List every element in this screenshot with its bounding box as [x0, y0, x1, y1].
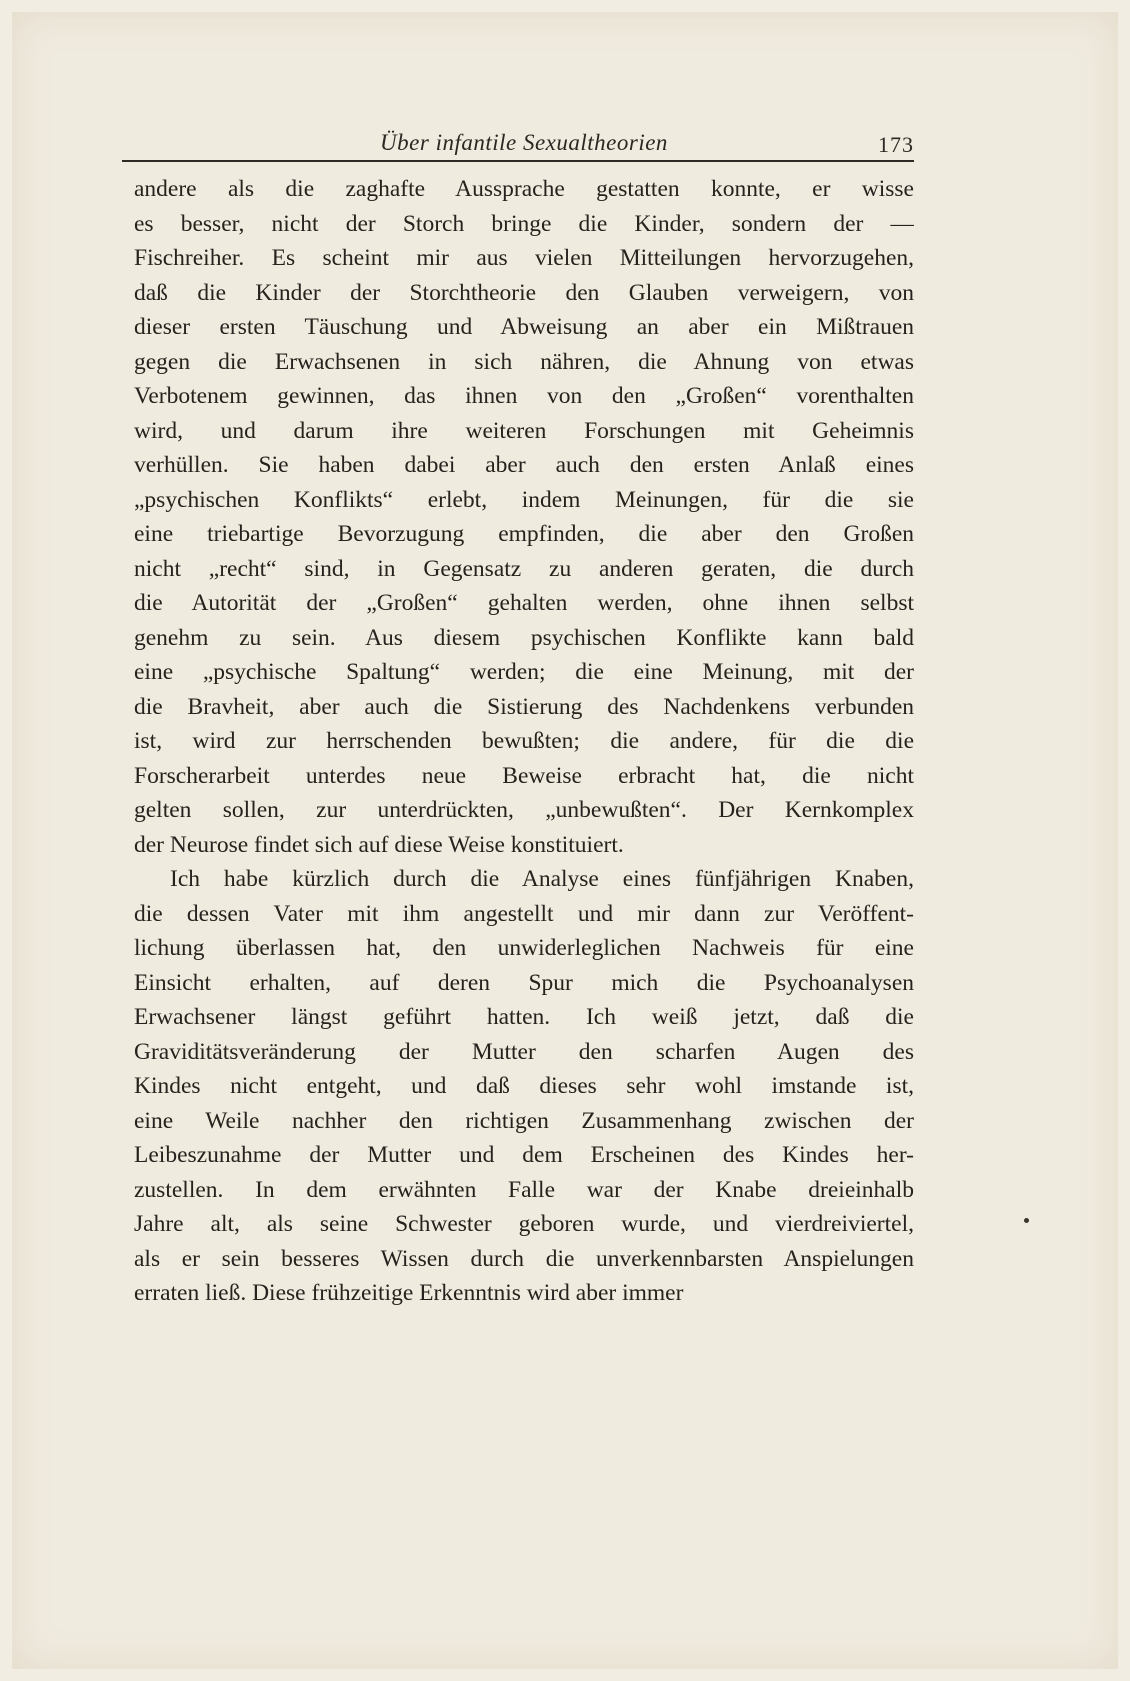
text-line: Fischreiher. Es scheint mir aus vielen Mitteilungen hervorzugehen,	[134, 245, 914, 271]
text-line: lichung überlassen hat, den unwiderleglichen Nachweis für eine	[134, 935, 914, 961]
text-line: Jahre alt, als seine Schwester geboren wurde, und vierdreiviertel,	[134, 1211, 914, 1237]
text-line: als er sein besseres Wissen durch die unverkennbarsten Anspielungen	[134, 1245, 914, 1272]
text-line: eine triebartige Bevorzugung empfinden, die aber den Großen	[134, 521, 914, 547]
margin-speck	[1024, 1218, 1029, 1223]
text-line: erraten ließ. Diese frühzeitige Erkenntnis wird aber immer	[134, 1280, 684, 1306]
text-line: zustellen. In dem erwähnten Falle war der Knabe dreieinhalb	[134, 1176, 914, 1203]
text-line: ist, wird zur herrschenden bewußten; die andere, für die die	[134, 728, 914, 754]
text-line: Kindes nicht entgeht, und daß dieses sehr wohl imstande ist,	[134, 1073, 914, 1099]
text-line: eine Weile nachher den richtigen Zusammenhang zwischen der	[134, 1107, 914, 1134]
paragraph	[134, 862, 914, 1311]
text-line: „psychischen Konflikts“ erlebt, indem Meinungen, für die sie	[134, 486, 914, 513]
text-line: der Neurose findet sich auf diese Weise konstituiert.	[134, 831, 624, 858]
text-line: genehm zu sein. Aus diesem psychischen Konflikte kann bald	[134, 624, 914, 651]
body-text	[134, 172, 914, 1311]
text-line: die Autorität der „Großen“ gehalten werden, ohne ihnen selbst	[134, 590, 914, 616]
running-header	[134, 130, 914, 170]
page-number: 173	[878, 132, 914, 157]
text-line: dieser ersten Täuschung und Abweisung an aber ein Mißtrauen	[134, 314, 914, 340]
text-line: Graviditätsveränderung der Mutter den scharfen Augen des	[134, 1038, 914, 1065]
text-line: Verbotenem gewinnen, das ihnen von den „Großen“ vorenthalten	[134, 383, 914, 409]
text-line: gegen die Erwachsenen in sich nähren, die Ahnung von etwas	[134, 348, 914, 375]
text-line: Forscherarbeit unterdes neue Beweise erbracht hat, die nicht	[134, 762, 914, 789]
text-line: Einsicht erhalten, auf deren Spur mich die Psychoanalysen	[134, 969, 914, 996]
text-line: die dessen Vater mit ihm angestellt und mir dann zur Veröffent-	[134, 900, 914, 927]
text-line: verhüllen. Sie haben dabei aber auch den ersten Anlaß eines	[134, 452, 914, 478]
text-line: gelten sollen, zur unterdrückten, „unbewußten“. Der Kernkomplex	[134, 797, 914, 823]
text-line: nicht „recht“ sind, in Gegensatz zu anderen geraten, die durch	[134, 555, 914, 582]
text-line: eine „psychische Spaltung“ werden; die eine Meinung, mit der	[134, 659, 914, 685]
text-line: Leibeszunahme der Mutter und dem Erscheinen des Kindes her-	[134, 1142, 914, 1168]
text-line: es besser, nicht der Storch bringe die Kinder, sondern der —	[134, 210, 914, 237]
running-title: Über infantile Sexualtheorien	[380, 130, 668, 155]
text-line: Erwachsener längst geführt hatten. Ich weiß jetzt, daß die	[134, 1004, 914, 1030]
text-line: die Bravheit, aber auch die Sistierung des Nachdenkens verbunden	[134, 693, 914, 720]
text-line: Ich habe kürzlich durch die Analyse eines fünfjährigen Knaben,	[170, 866, 914, 892]
text-line: andere als die zaghafte Aussprache gestatten konnte, er wisse	[134, 176, 914, 202]
header-rule	[122, 160, 914, 162]
text-line: daß die Kinder der Storchtheorie den Glauben verweigern, von	[134, 279, 914, 306]
text-line: wird, und darum ihre weiteren Forschungen mit Geheimnis	[134, 417, 914, 444]
paragraph	[134, 172, 914, 862]
